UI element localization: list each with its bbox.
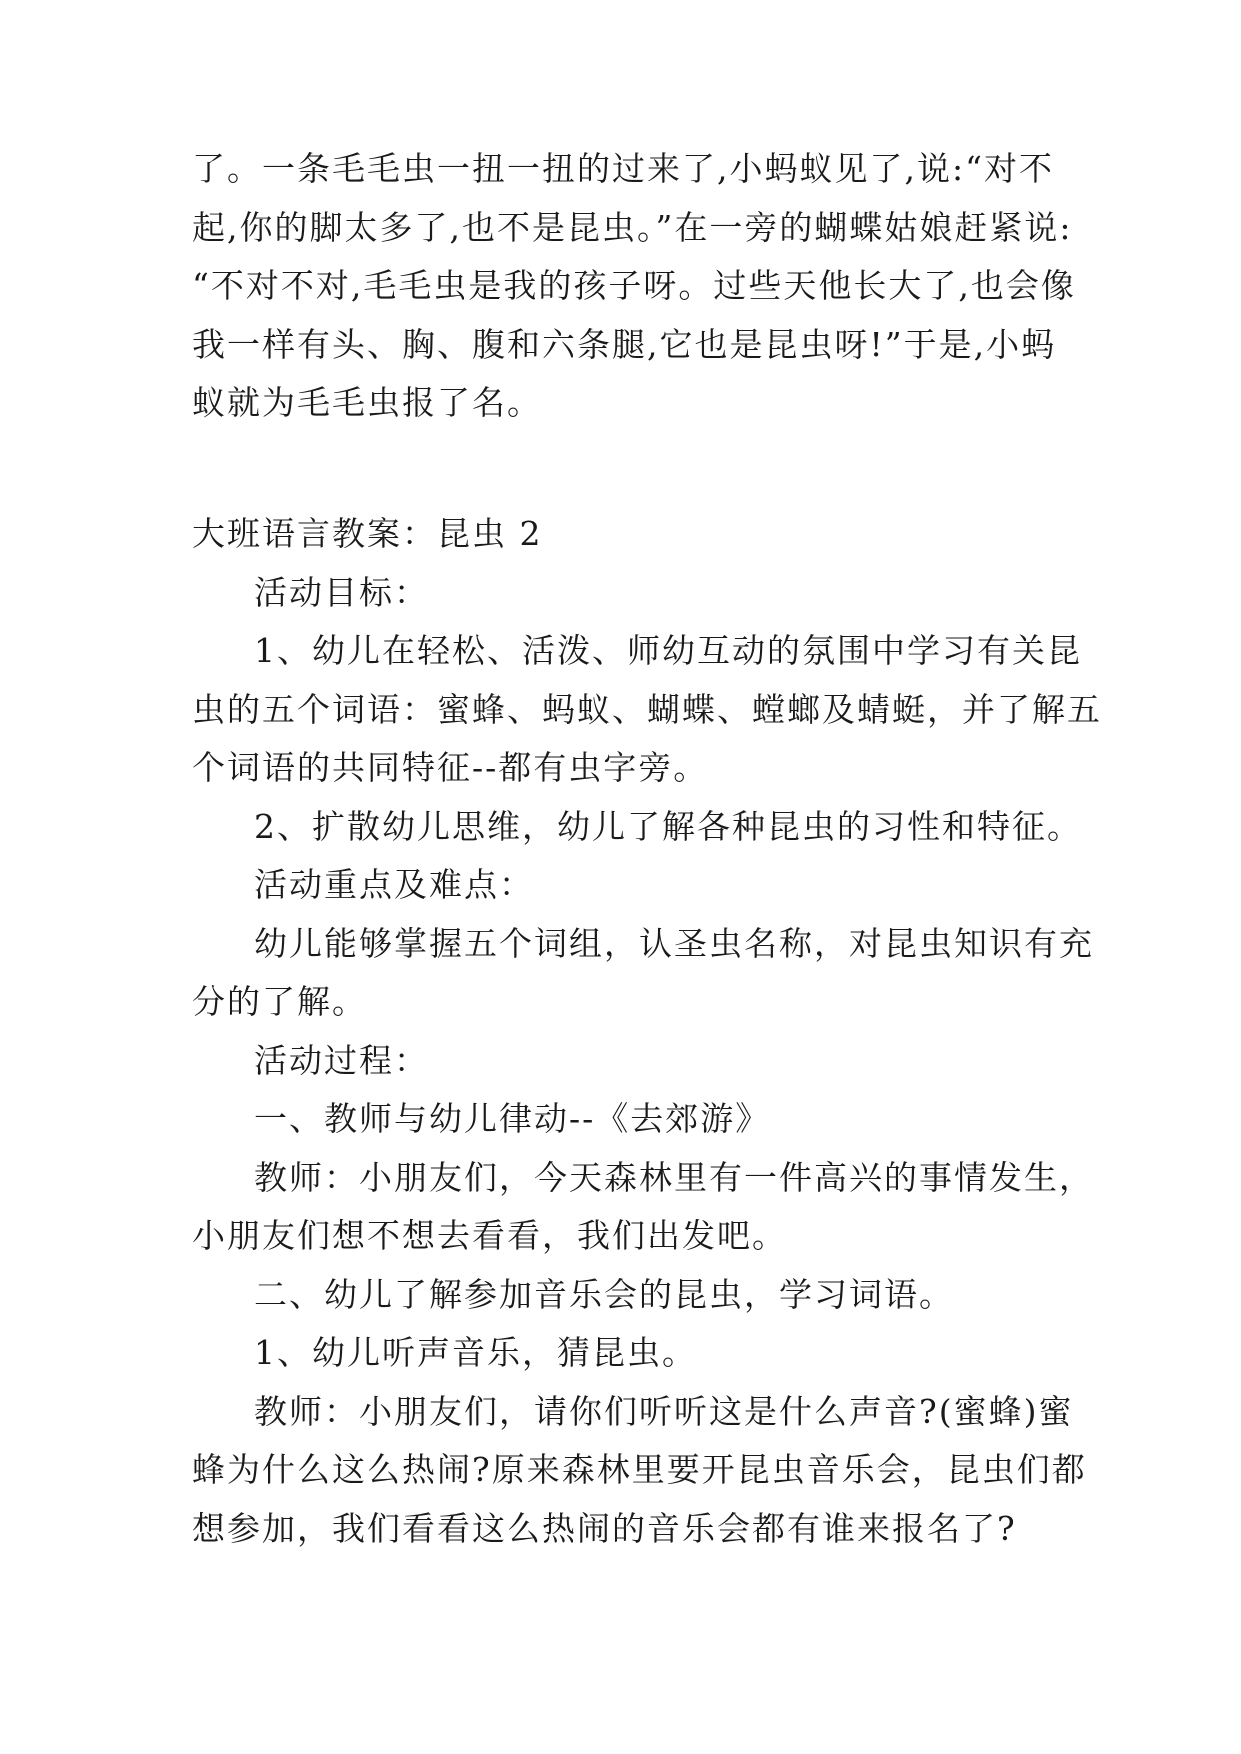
- teacher-question-line-2: 蜂为什么这么热闹?原来森林里要开昆虫音乐会，昆虫们都: [192, 1450, 1087, 1489]
- story-line-4: 我一样有头、胸、腹和六条腿,它也是昆虫呀!”于是,小蚂: [192, 324, 1057, 364]
- story-line-5: 蚁就为毛毛虫报了名。: [192, 383, 542, 422]
- story-line-2: 起,你的脚太多了,也不是昆虫。”在一旁的蝴蝶姑娘赶紧说:: [192, 207, 1073, 247]
- objective-1-line-2: 虫的五个词语：蜜蜂、蚂蚁、蝴蝶、螳螂及蜻蜓，并了解五: [192, 689, 1102, 729]
- story-line-1: 了。一条毛毛虫一扭一扭的过来了,小蚂蚁见了,说:“对不: [192, 149, 1054, 188]
- key-points-line-2: 分的了解。: [192, 982, 367, 1021]
- teacher-line-2: 小朋友们想不想去看看，我们出发吧。: [192, 1216, 787, 1255]
- story-paragraph: [192, 140, 1076, 433]
- key-points-heading: 活动重点及难点：: [254, 865, 534, 904]
- teacher-line-1: 教师：小朋友们，今天森林里有一件高兴的事情发生，: [254, 1157, 1094, 1197]
- teacher-question-line-1: 教师：小朋友们，请你们听听这是什么声音?(蜜蜂)蜜: [254, 1391, 1074, 1431]
- step-2-sub-1: 1、幼儿听声音乐，猜昆虫。: [254, 1333, 697, 1372]
- section-title: 大班语言教案：昆虫 2: [192, 514, 543, 553]
- teacher-question-line-3: 想参加，我们看看这么热闹的音乐会都有谁来报名了?: [192, 1508, 1017, 1548]
- lesson-plan-section: [192, 505, 1102, 1558]
- key-points-line-1: 幼儿能够掌握五个词组，认圣虫名称，对昆虫知识有充: [254, 923, 1094, 963]
- objective-1-line-3: 个词语的共同特征--都有虫字旁。: [192, 748, 709, 787]
- step-2-heading: 二、幼儿了解参加音乐会的昆虫，学习词语。: [254, 1274, 954, 1314]
- process-heading: 活动过程：: [254, 1040, 429, 1080]
- objective-1-line-1: 1、幼儿在轻松、活泼、师幼互动的氛围中学习有关昆: [254, 631, 1082, 670]
- step-1-heading: 一、教师与幼儿律动--《去郊游》: [254, 1099, 771, 1138]
- objectives-heading: 活动目标：: [254, 572, 429, 612]
- story-line-3: “不对不对,毛毛虫是我的孩子呀。过些天他长大了,也会像: [192, 266, 1076, 305]
- objective-2: 2、扩散幼儿思维，幼儿了解各种昆虫的习性和特征。: [254, 806, 1082, 846]
